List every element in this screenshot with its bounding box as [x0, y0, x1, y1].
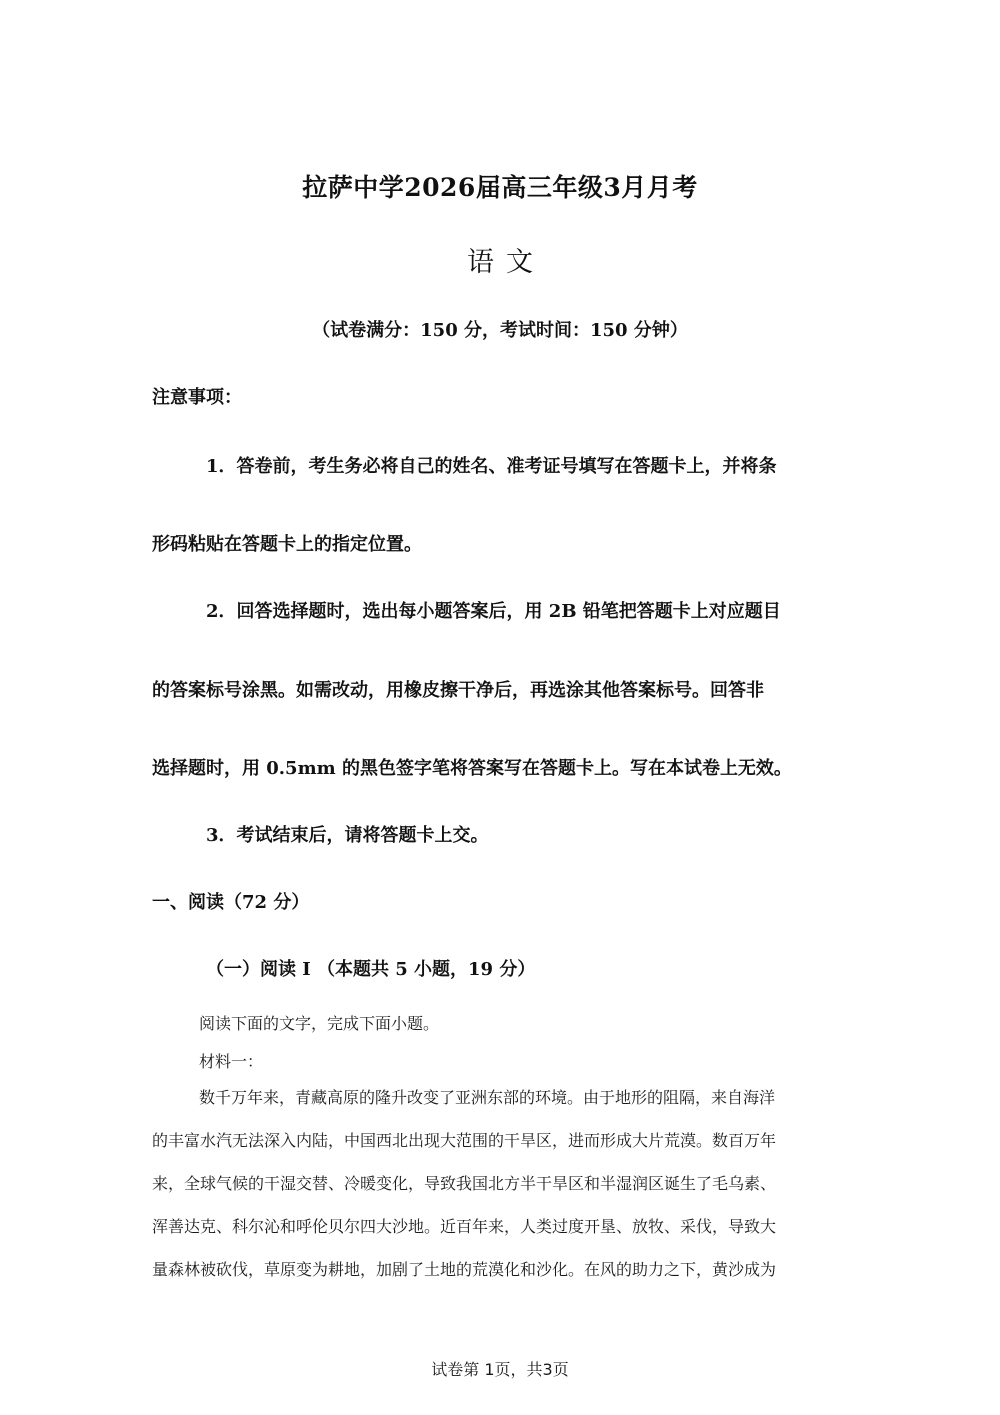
- exam-title: 拉萨中学2026届高三年级3月月考: [302, 173, 698, 202]
- note-item-2-line-2: 的答案标号涂黑。如需改动，用橡皮擦干净后，再选涂其他答案标号。回答非: [152, 680, 764, 701]
- notes-heading: 注意事项：: [152, 387, 242, 408]
- note-item-1-line-1: 1．答卷前，考生务必将自己的姓名、准考证号填写在答题卡上，并将条: [206, 456, 777, 477]
- note-item-2-line-1: 2．回答选择题时，选出每小题答案后，用 2B 铅笔把答题卡上对应题目: [206, 601, 781, 622]
- material-label: 材料一：: [199, 1052, 264, 1071]
- section-heading: 一、阅读（72 分）: [152, 892, 310, 913]
- note-item-3: 3．考试结束后，请将答题卡上交。: [206, 825, 489, 846]
- note-item-2-line-3: 选择题时，用 0.5mm 的黑色签字笔将答案写在答题卡上。写在本试卷上无效。: [152, 758, 792, 779]
- page-footer: 试卷第 1页，共3页: [431, 1360, 569, 1379]
- exam-info: （试卷满分：150 分，考试时间：150 分钟）: [312, 320, 688, 341]
- paragraph-line: 来，全球气候的干湿交替、冷暖变化，导致我国北方半干旱区和半湿润区诞生了毛乌素、: [152, 1174, 777, 1193]
- reading-instructions: 阅读下面的文字，完成下面小题。: [199, 1014, 440, 1033]
- paragraph-line: 数千万年来，青藏高原的隆升改变了亚洲东部的环境。由于地形的阻隔，来自海洋: [199, 1088, 776, 1107]
- subject-title: 语文: [467, 247, 545, 278]
- paragraph-line: 浑善达克、科尔沁和呼伦贝尔四大沙地。近百年来，人类过度开垦、放牧、采伐，导致大: [152, 1217, 777, 1236]
- subsection-heading: （一）阅读 I （本题共 5 小题，19 分）: [206, 959, 536, 980]
- paragraph-line: 量森林被砍伐，草原变为耕地，加剧了土地的荒漠化和沙化。在风的助力之下，黄沙成为: [152, 1260, 777, 1279]
- note-item-1-line-2: 形码粘贴在答题卡上的指定位置。: [152, 534, 422, 555]
- paragraph-line: 的丰富水汽无法深入内陆，中国西北出现大范围的干旱区，进而形成大片荒漠。数百万年: [152, 1131, 777, 1150]
